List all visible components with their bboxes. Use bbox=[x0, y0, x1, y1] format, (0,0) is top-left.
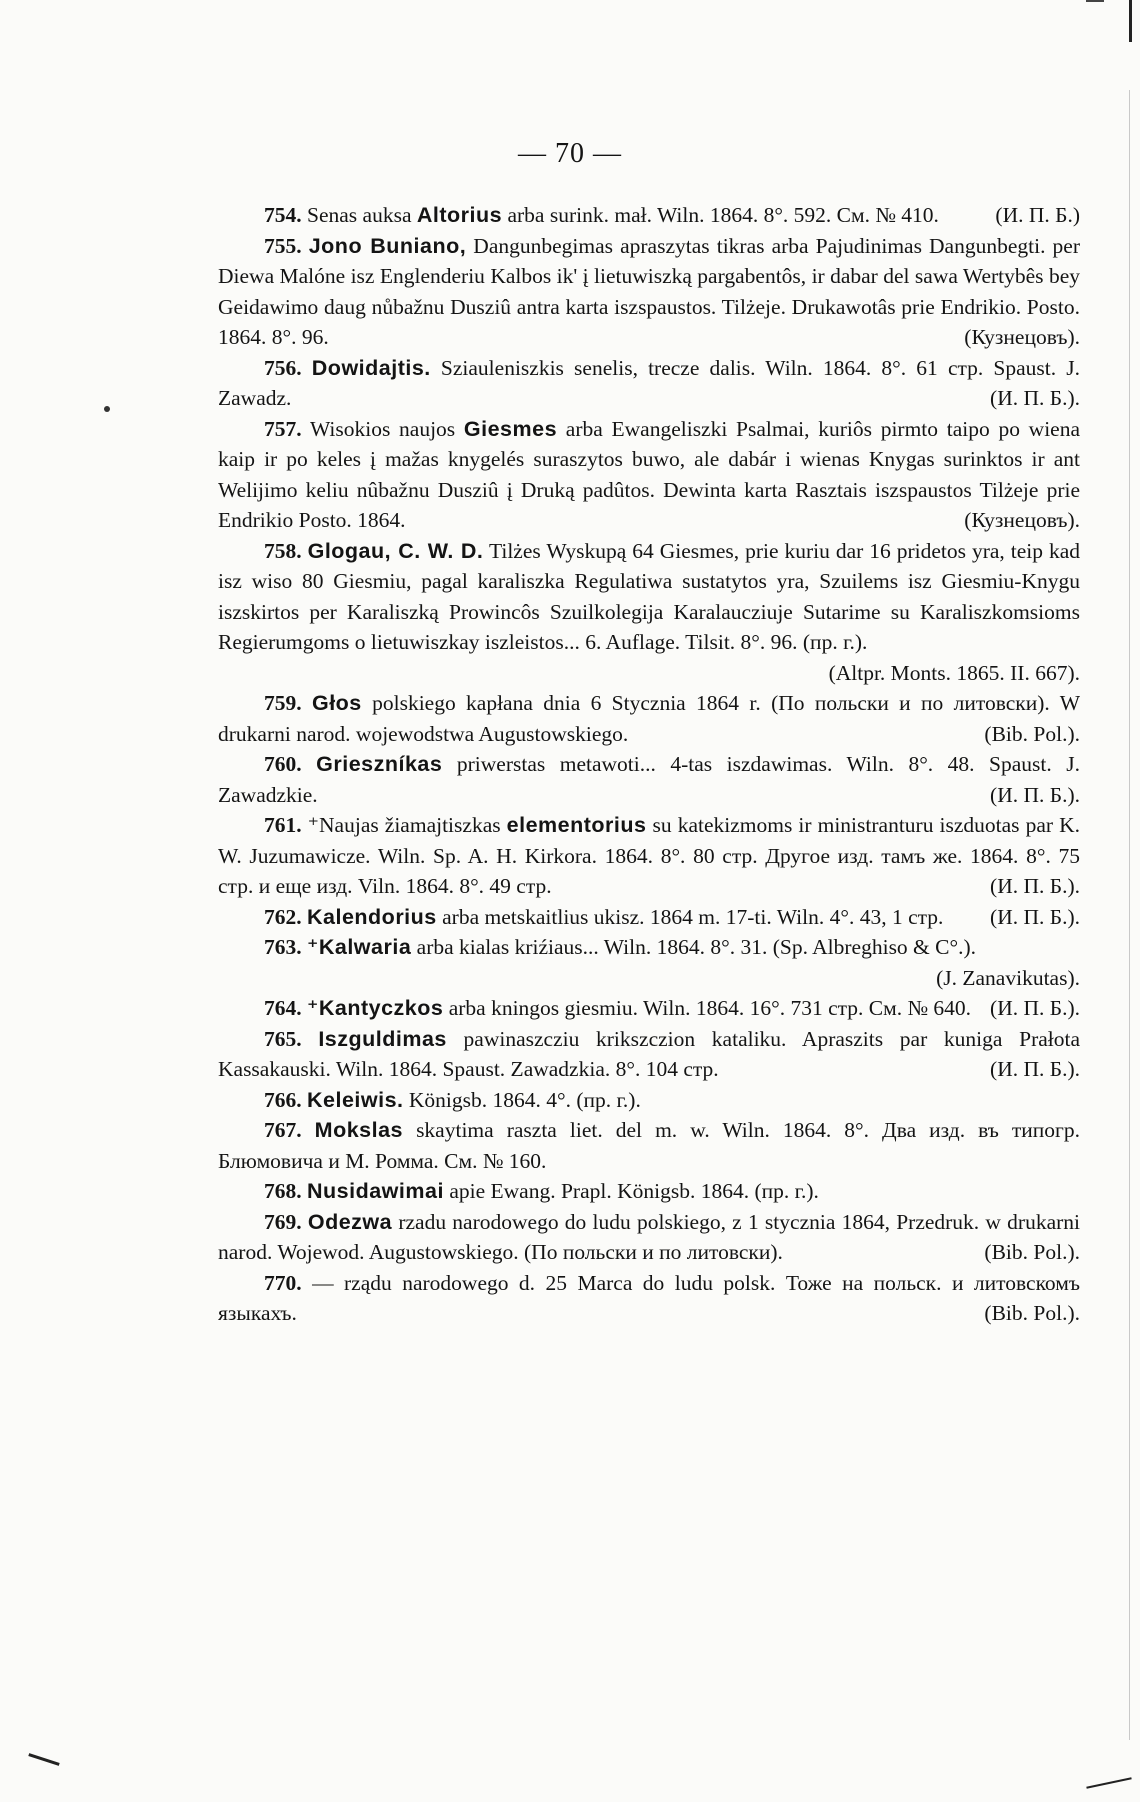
entry-source: (И. П. Б.). bbox=[990, 1057, 1080, 1081]
entry-lead bbox=[302, 356, 312, 380]
entry-source: (И. П. Б.). bbox=[990, 904, 1080, 929]
entry-source: (И. П. Б.). bbox=[990, 874, 1080, 898]
entry-number: 759. bbox=[264, 691, 302, 715]
entry-source: (Кузнецовъ). bbox=[964, 325, 1080, 349]
entry-source: (Кузнецовъ). bbox=[964, 508, 1080, 532]
scan-artifact bbox=[1086, 1777, 1131, 1789]
entry-lead bbox=[302, 1118, 315, 1142]
entry-lead: Senas auksa bbox=[301, 203, 417, 227]
entry-number: 768. bbox=[264, 1179, 302, 1203]
entry-headword: Jono Buniano, bbox=[308, 233, 467, 258]
entry-number: 758. bbox=[264, 538, 302, 563]
entry-headword: Giesmes bbox=[463, 416, 558, 441]
entry-lead: — rządu narodowego d. 25 Marca do ludu polsk. Тоже на польск. и литовскомъ языкахъ. bbox=[218, 1270, 1080, 1325]
entry-source: (Bib. Pol.). bbox=[984, 1301, 1080, 1325]
entry-source: (Bib. Pol.). bbox=[984, 721, 1080, 746]
entry-770 bbox=[218, 1268, 1080, 1329]
entry-source: (И. П. Б.). bbox=[990, 996, 1080, 1020]
entry-text: Dangunbegimas apraszytas tikras arba Pajudinimas Dangunbegti. per Diewa Malóne isz Englenderiu Kalbos ik' į lietuwiszką pargabentôs, ir dabar del sawa Wertybês bey Geidawimo daug nůbažnu Dusziû antra karta iszspaustos. Tilżeje. Drukawotâs prie Endrikio. Posto. 1864. 8°. 96. bbox=[218, 233, 1080, 349]
entry-number: 765. bbox=[264, 1026, 302, 1051]
entry-762 bbox=[218, 902, 1080, 933]
entry-760 bbox=[218, 749, 1080, 810]
entry-number: 762. bbox=[264, 904, 302, 929]
entry-lead bbox=[302, 691, 312, 715]
entry-lead: Wisokios naujos bbox=[301, 416, 464, 441]
entry-number: 755. bbox=[264, 233, 302, 258]
entry-headword: Glogau, C. W. D. bbox=[307, 538, 484, 563]
entry-769 bbox=[218, 1207, 1080, 1268]
page-edge-line bbox=[1129, 90, 1130, 1740]
entry-headword: elementorius bbox=[506, 813, 647, 837]
entry-lead bbox=[302, 234, 309, 258]
entry-number: 769. bbox=[264, 1209, 302, 1234]
entry-754 bbox=[218, 200, 1080, 231]
entry-763 bbox=[218, 932, 1080, 993]
scan-artifact bbox=[28, 1753, 59, 1766]
entry-headword: Głos bbox=[311, 691, 362, 715]
page-number: — 70 — bbox=[518, 138, 622, 169]
entry-number: 763. bbox=[264, 935, 302, 959]
entry-number: 770. bbox=[264, 1270, 302, 1295]
entry-text: arba kningos giesmiu. Wiln. 1864. 16°. 731 стр. См. № 640. bbox=[443, 996, 972, 1020]
entry-756 bbox=[218, 353, 1080, 414]
entry-headword: Grieszníkas bbox=[316, 752, 443, 776]
entry-number: 761. bbox=[264, 813, 302, 837]
entry-767 bbox=[218, 1115, 1080, 1176]
entry-text: su katekizmoms ir ministranturu iszduotas par K. W. Juzumawicze. Wiln. Sp. A. H. Kirkora. 1864. 8°. 80 стр. Другое изд. тамъ же. 1864. 8°. 75 стр. и еще изд. Viln. 1864. 8°. 49 стр. bbox=[218, 813, 1080, 898]
entry-text: arba kialas kriźiaus... Wiln. 1864. 8°. 31. (Sp. Albreghiso & C°.). bbox=[411, 935, 977, 959]
scan-edge-mark bbox=[1129, 0, 1132, 42]
entry-text: pawinaszcziu krikszczion kataliku. Apraszits par kuniga Prałota Kassakauski. Wiln. 1864. Spaust. Zawadzkia. 8°. 104 стр. bbox=[218, 1026, 1081, 1081]
entry-number: 766. bbox=[264, 1087, 302, 1112]
entry-lead bbox=[302, 1027, 319, 1051]
entry-number: 764. bbox=[264, 996, 302, 1020]
entry-source: (И. П. Б.). bbox=[990, 782, 1080, 807]
entry-text: apie Ewang. Prapl. Königsb. 1864. (пр. г.). bbox=[443, 1179, 819, 1203]
entry-source: (J. Zanavikutas). bbox=[936, 965, 1080, 990]
entry-text: priwerstas metawoti... 4-tas iszdawimas. Wiln. 8°. 48. Spaust. J. Zawadzkie. bbox=[218, 752, 1081, 807]
entry-text: polskiego kapłana dnia 6 Stycznia 1864 r. (По польски и по литовски). W drukarni narod. wojewodstwa Augustowskiego. bbox=[218, 691, 1081, 746]
entry-number: 756. bbox=[264, 355, 302, 380]
entry-757 bbox=[218, 414, 1080, 536]
entry-759 bbox=[218, 688, 1080, 749]
entry-headword: Nusidawimai bbox=[307, 1179, 444, 1203]
entry-text: Sziauleniszkis senelis, trecze dalis. Wiln. 1864. 8°. 61 стр. Spaust. J. Zawadz. bbox=[218, 355, 1081, 410]
entry-text: arba metskaitlius ukisz. 1864 m. 17-ti. Wiln. 4°. 43, 1 стр. bbox=[436, 904, 944, 929]
entry-headword: Dowidajtis. bbox=[311, 355, 431, 380]
scan-edge-tick bbox=[1086, 0, 1104, 2]
entry-755 bbox=[218, 231, 1080, 353]
entry-source: (Altpr. Monts. 1865. II. 667). bbox=[828, 660, 1080, 685]
entry-source: (Bib. Pol.). bbox=[984, 1240, 1080, 1264]
entry-headword: Keleiwis. bbox=[307, 1087, 404, 1112]
entry-headword: ⁺Kantyczkos bbox=[307, 996, 444, 1020]
entry-text: Königsb. 1864. 4°. (пр. г.). bbox=[403, 1087, 641, 1112]
entry-headword: Kalendorius bbox=[307, 904, 437, 929]
entry-lead bbox=[302, 752, 317, 776]
entry-text: rzadu narodowego do ludu polskiego, z 1 stycznia 1864, Przedruk. w drukarni narod. Wojewod. Augustowskiego. (По польски и по литовски). bbox=[218, 1209, 1081, 1264]
entry-text: skaytima raszta liet. del m. w. Wiln. 1864. 8°. Два изд. въ типогр. Блюмовича и М. Ромма. См. № 160. bbox=[218, 1118, 1081, 1173]
entry-758 bbox=[218, 536, 1080, 689]
entry-number: 757. bbox=[264, 416, 302, 441]
entry-number: 767. bbox=[264, 1118, 302, 1142]
entry-765 bbox=[218, 1024, 1080, 1085]
entry-764 bbox=[218, 993, 1080, 1024]
entry-headword: Altorius bbox=[416, 203, 503, 227]
entry-source: (И. П. Б.) bbox=[995, 203, 1080, 227]
entry-headword: ⁺Kalwaria bbox=[307, 935, 412, 959]
bibliography-list bbox=[218, 200, 1080, 1329]
entry-source: (И. П. Б.). bbox=[990, 386, 1080, 410]
entry-number: 754. bbox=[264, 203, 302, 227]
entry-text: arba surink. mał. Wiln. 1864. 8°. 592. См. № 410. bbox=[502, 203, 939, 227]
entry-766 bbox=[218, 1085, 1080, 1116]
entry-headword: Mokslas bbox=[314, 1118, 404, 1142]
entry-headword: Iszguldimas bbox=[318, 1026, 447, 1051]
margin-dot bbox=[104, 406, 110, 412]
entry-768 bbox=[218, 1176, 1080, 1207]
entry-headword: Odezwa bbox=[307, 1209, 393, 1234]
entry-lead: ⁺Naujas žiamajtiszkas bbox=[301, 813, 507, 837]
entry-761 bbox=[218, 810, 1080, 902]
entry-text: Tilżes Wyskupą 64 Giesmes, prie kuriu dar 16 pridetos yra, teip kad isz wiso 80 Giesmiu, pagal karaliszka Regulatiwa sustatytos yra, Szuilems isz Giesmiu-Knygu iszskirtos per Karaliszką Prowincôs Szuilkolegija Karalaucziuje Sutarime su Karaliszkomsioms Regierumgoms o lietuwiszkay iszleistos... 6. Auflage. Tilsit. 8°. 96. (пр. г.). bbox=[218, 538, 1080, 654]
entry-text: arba Ewangeliszki Psalmai, kuriôs pirmto taipo po wiena kaip ir po keles į mažas knygelés suraszytos buwo, ale dabár i wienas Knygas surinktos ir ant Welijimo keliu nûbažnu Dusziû į Druką padûtos. Dewinta karta Rasztais iszspaustos Tilżeje prie Endrikio Posto. 1864. bbox=[218, 416, 1081, 532]
entry-number: 760. bbox=[264, 752, 302, 776]
